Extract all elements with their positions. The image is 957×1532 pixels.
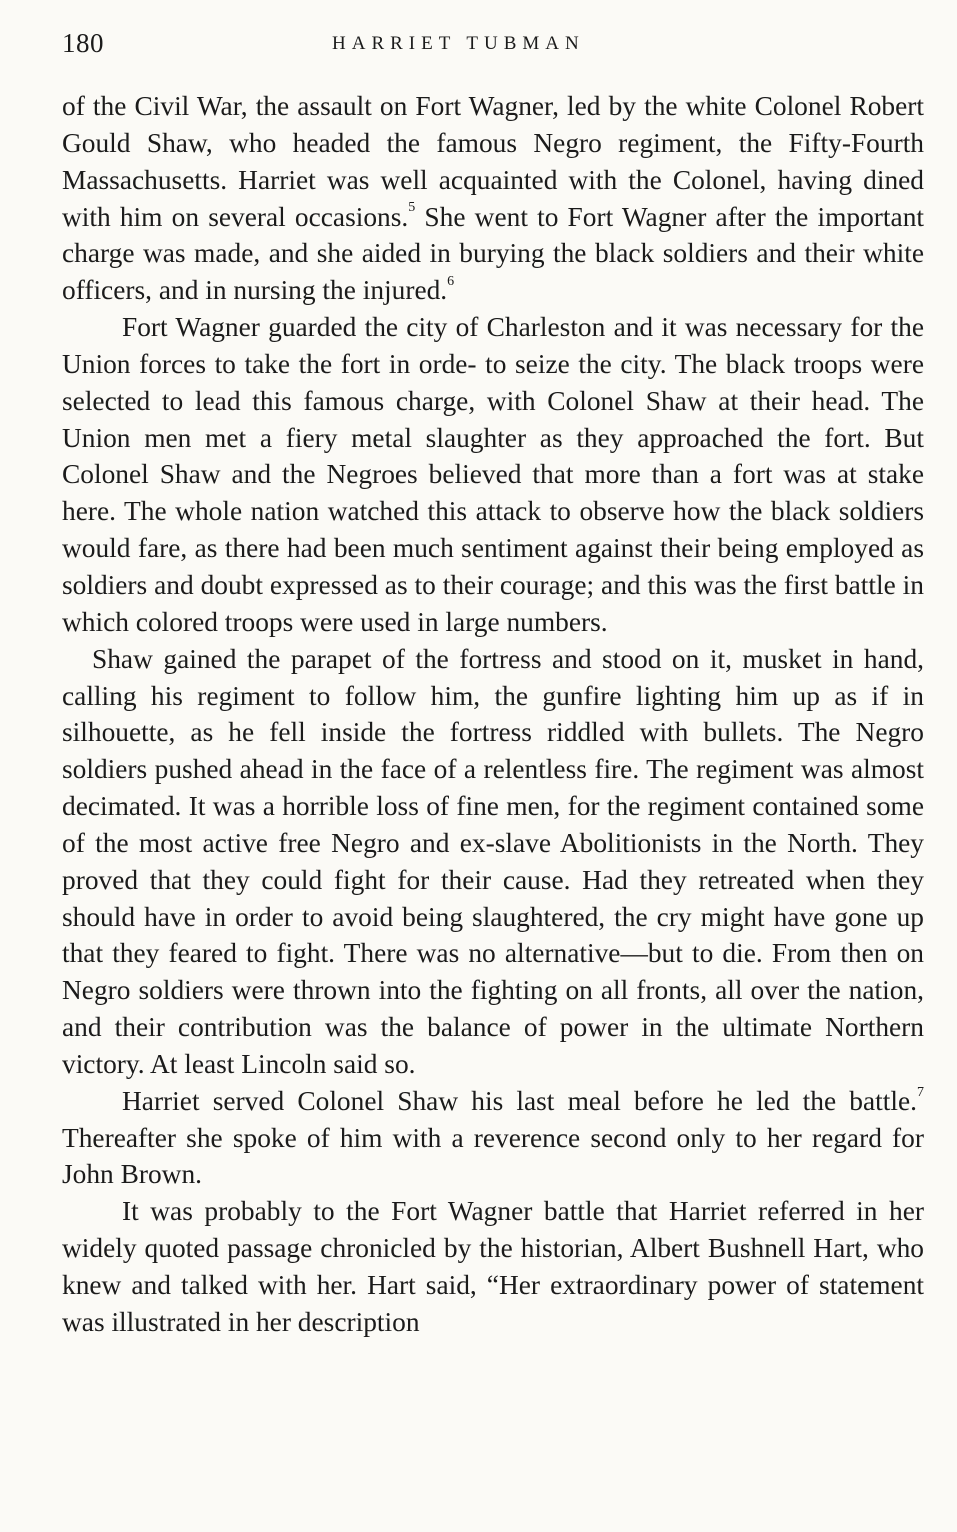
footnote-marker: 6 xyxy=(447,274,455,290)
paragraph-3 xyxy=(62,641,924,1083)
running-title: HARRIET TUBMAN xyxy=(332,33,585,54)
paragraph-text: Fort Wagner guarded the city of Charleston and it was necessary for the Union forces to take the fort in orde- to seize the city. The black troops were selected to lead this famous charge, with Colonel Shaw at their head. The Union men met a fiery metal slaughter as they approached the fort. But Colonel Shaw and the Negroes believed that more than a fort was at stake here. The whole nation watched this attack to observe how the black soldiers would fare, as there had been much sentiment against their being employed as soldiers and doubt expressed as to their courage; and this was the first battle in which colored troops were used in large numbers. xyxy=(62,312,924,637)
paragraph-text: of the Civil War, the assault on Fort Wagner, led by the white Colonel Robert Gould Shaw, who headed the famous Negro regiment, the Fifty-Fourth Massachusetts. Harriet was well acquainted with the Colonel, having dined with him on several occasions. xyxy=(62,91,924,232)
paragraph-text: Thereafter she spoke of him with a reverence second only to her regard for John Brown. xyxy=(62,1122,924,1190)
body-text xyxy=(62,88,924,1341)
paragraph-4 xyxy=(62,1083,924,1194)
footnote-marker: 7 xyxy=(917,1084,924,1100)
page-number: 180 xyxy=(62,28,104,58)
paragraph-text: Harriet served Colonel Shaw his last meal before he led the battle. xyxy=(122,1085,917,1116)
paragraph-text: She went to Fort Wagner after the important charge was made, and she aided in burying the black soldiers and their white officers, and in nursing the injured. xyxy=(62,201,925,306)
paragraph-2 xyxy=(62,309,924,641)
paragraph-text: It was probably to the Fort Wagner battle that Harriet referred in her widely quoted passage chronicled by the historian, Albert Bushnell Hart, who knew and talked with her. Hart said, “Her extraordinary power of statement was illustrated in her description xyxy=(62,1196,924,1337)
paragraph-5 xyxy=(62,1193,924,1340)
paragraph-text: Shaw gained the parapet of the fortress and stood on it, musket in hand, calling his regiment to follow him, the gunfire lighting him up as if in silhouette, as he fell inside the fortress riddled with bullets. The Negro soldiers pushed ahead in the face of a relentless fire. The regiment was almost decimated. It was a horrible loss of fine men, for the regiment contained some of the most active free Negro and ex-slave Abolitionists in the North. They proved that they could fight for their cause. Had they retreated when they should have in order to avoid being slaughtered, the cry might have gone up that they feared to fight. There was no alternative—but to die. From then on Negro soldiers were thrown into the fighting on all fronts, all over the nation, and their contribution was the balance of power in the ultimate Northern victory. At least Lincoln said so. xyxy=(62,643,924,1079)
running-head xyxy=(62,28,924,64)
paragraph-1 xyxy=(62,88,924,309)
footnote-marker: 5 xyxy=(408,200,416,216)
